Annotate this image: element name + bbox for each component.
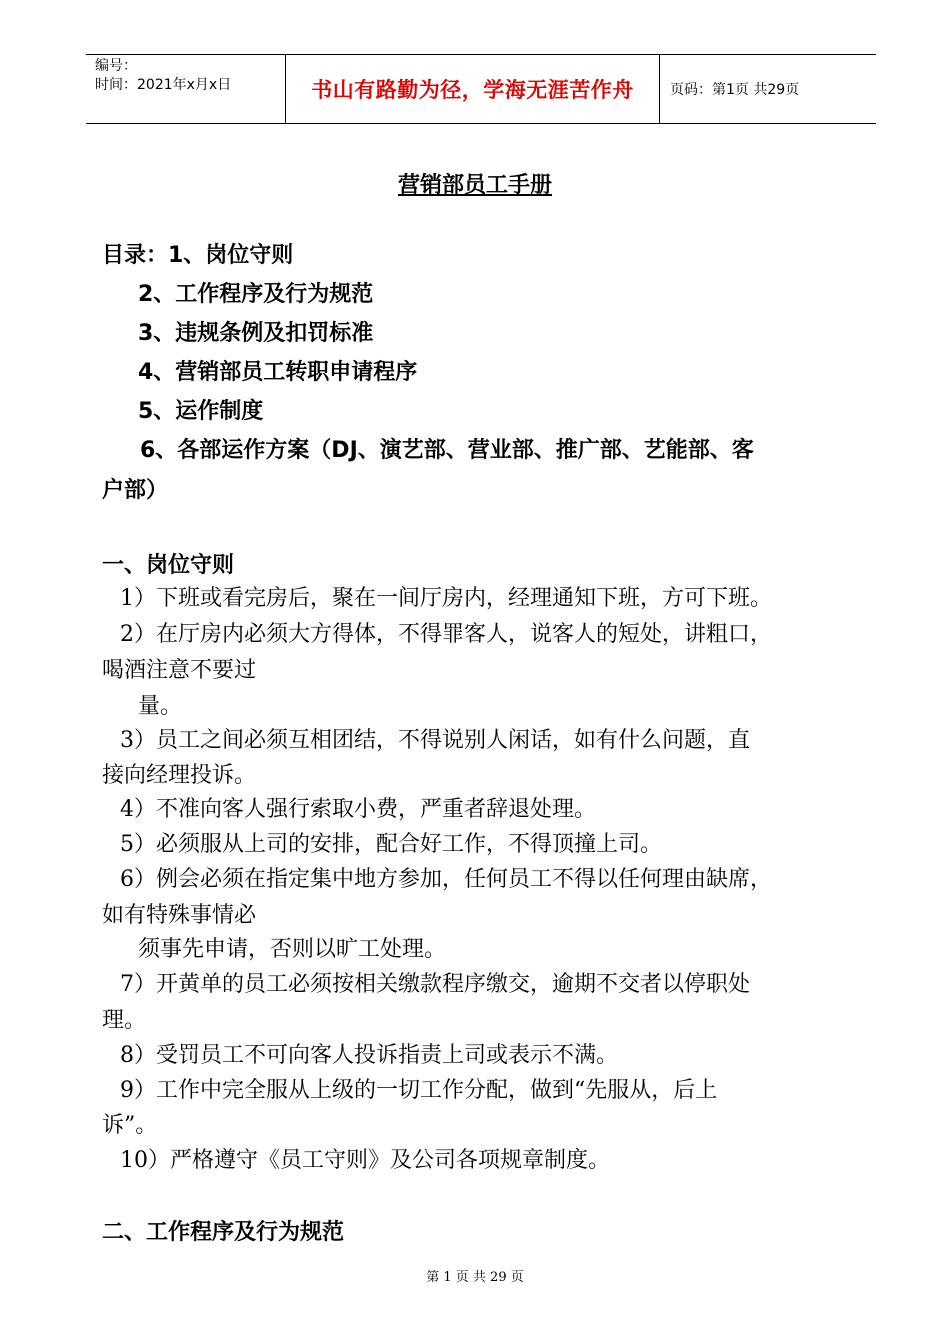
document-title: 营销部员工手册 xyxy=(397,173,552,198)
rule-line: 接向经理投诉。 xyxy=(102,763,257,788)
rule-line: 9）工作中完全服从上级的一切工作分配，做到“先服从，后上 xyxy=(120,1078,718,1103)
rule-line: 1）下班或看完房后，聚在一间厅房内，经理通知下班，方可下班。 xyxy=(120,586,772,611)
toc-item: 2、工作程序及行为规范 xyxy=(138,282,374,307)
toc-item: 6、各部运作方案（DJ、演艺部、营业部、推广部、艺能部、客 xyxy=(140,438,754,463)
rule-line: 诉”。 xyxy=(102,1113,158,1138)
rule-line: 5）必须服从上司的安排，配合好工作，不得顶撞上司。 xyxy=(120,832,662,857)
toc-label: 目录：1、岗位守则 xyxy=(102,243,294,268)
toc-item: 户部） xyxy=(102,478,169,503)
rule-line: 2）在厅房内必须大方得体，不得罪客人，说客人的短处，讲粗口， xyxy=(120,622,772,647)
rule-line: 7）开黄单的员工必须按相关缴款程序缴交，逾期不交者以停职处 xyxy=(120,972,750,997)
page-header xyxy=(86,54,876,124)
rule-line: 10）严格遵守《员工守则》及公司各项规章制度。 xyxy=(120,1148,610,1173)
rule-line: 喝酒注意不要过 xyxy=(102,658,257,683)
rule-line: 如有特殊事情必 xyxy=(102,903,257,928)
header-meta xyxy=(86,55,286,123)
rule-line: 3）员工之间必须互相团结，不得说别人闲话，如有什么问题，直 xyxy=(120,728,750,753)
rule-line: 4）不准向客人强行索取小费，严重者辞退处理。 xyxy=(120,797,596,822)
toc-item: 4、营销部员工转职申请程序 xyxy=(138,360,418,385)
page-footer: 第 1 页 共 29 页 xyxy=(426,1270,524,1285)
doc-number-label: 编号： xyxy=(95,58,137,74)
doc-time-label: 时间：2021年x月x日 xyxy=(95,77,232,93)
rule-line: 须事先申请，否则以旷工处理。 xyxy=(138,937,447,962)
section-heading: 二、工作程序及行为规范 xyxy=(102,1220,345,1245)
toc-item: 5、运作制度 xyxy=(138,399,264,424)
header-motto: 书山有路勤为径，学海无涯苦作舟 xyxy=(286,55,660,123)
rule-line: 量。 xyxy=(138,694,183,719)
rule-line: 6）例会必须在指定集中地方参加，任何员工不得以任何理由缺席， xyxy=(120,867,772,892)
section-heading: 一、岗位守则 xyxy=(102,553,235,578)
toc-item: 3、违规条例及扣罚标准 xyxy=(138,321,374,346)
header-page-info: 页码：第1页 共29页 xyxy=(670,82,800,98)
rule-line: 理。 xyxy=(102,1008,147,1033)
rule-line: 8）受罚员工不可向客人投诉指责上司或表示不满。 xyxy=(120,1043,618,1068)
